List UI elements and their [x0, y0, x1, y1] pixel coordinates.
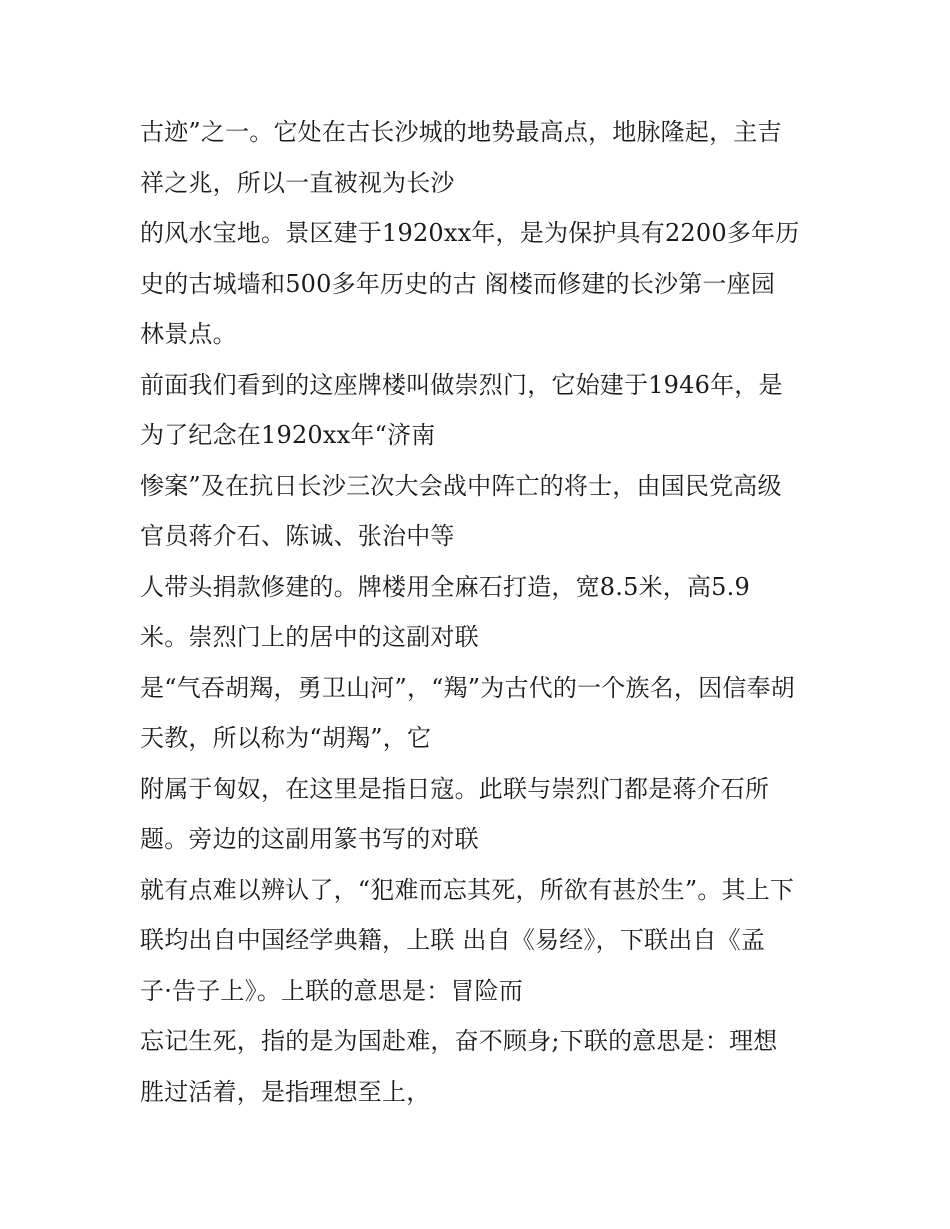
- text-line: 题。旁边的这副用篆书写的对联: [140, 825, 479, 853]
- text-line: 天教，所以称为“胡羯”，它: [140, 724, 432, 752]
- text-line: 人带头捐款修建的。牌楼用全麻石打造，宽8.5米，高5.9: [140, 572, 750, 601]
- text-line: 联均出自中国经学典籍，上联 出自《易经》，下联出自《孟: [140, 926, 766, 954]
- text-line: 古迹”之一。它处在古长沙城的地势最高点，地脉隆起，主吉: [140, 118, 782, 146]
- text-line: 忘记生死，指的是为国赴难，奋不顾身;下联的意思是：理想: [140, 1027, 778, 1055]
- text-line: 附属于匈奴，在这里是指日寇。此联与崇烈门都是蒋介石所: [140, 774, 770, 803]
- text-line: 官员蒋介石、陈诚、张治中等: [140, 522, 455, 550]
- text-line: 米。崇烈门上的居中的这副对联: [140, 623, 479, 651]
- text-line: 前面我们看到的这座牌楼叫做崇烈门，它始建于1946年，是: [140, 370, 783, 399]
- text-line: 为了纪念在1920xx年“济南: [140, 421, 436, 449]
- text-line: 胜过活着，是指理想至上，: [140, 1077, 431, 1106]
- text-line: 的风水宝地。景区建于1920xx年，是为保护具有2200多年历: [140, 219, 800, 247]
- text-line: 是“气吞胡羯，勇卫山河”，“羯”为古代的一个族名，因信奉胡: [140, 673, 795, 702]
- text-line: 林景点。: [140, 320, 237, 348]
- text-line: 史的古城墙和500多年历史的古 阁楼而修建的长沙第一座园: [140, 269, 776, 298]
- text-line: 子·告子上》。上联的意思是：冒险而: [140, 976, 524, 1005]
- text-line: 祥之兆，所以一直被视为长沙: [140, 168, 455, 197]
- text-line: 就有点难以辨认了，“犯难而忘其死，所欲有甚於生”。其上下: [140, 875, 795, 904]
- text-line: 惨案”及在抗日长沙三次大会战中阵亡的将士，由国民党高级: [140, 471, 782, 500]
- body-text: [140, 107, 820, 1117]
